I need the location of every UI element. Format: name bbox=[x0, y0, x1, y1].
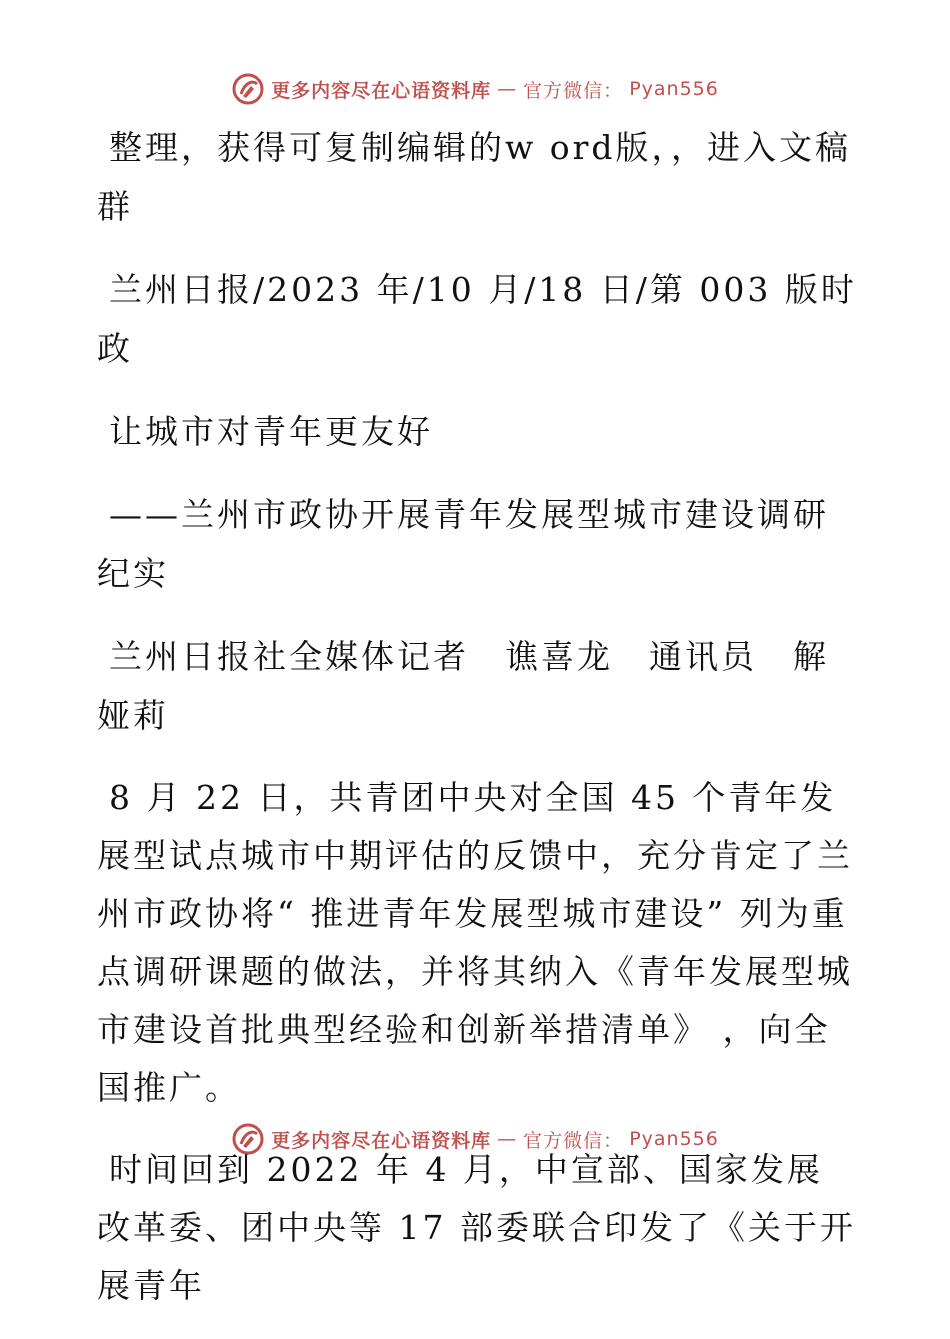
article-byline: 兰州日报社全媒体记者 谯喜龙 通讯员 解娅莉 bbox=[97, 637, 829, 735]
banner-wechat-label: 官方微信： bbox=[523, 79, 624, 102]
header-watermark-banner bbox=[0, 69, 950, 109]
banner-dash: — bbox=[497, 78, 518, 100]
footer-watermark-banner bbox=[0, 1119, 950, 1159]
article-title: 让城市对青年更友好 bbox=[109, 412, 433, 451]
article-subtitle: ——兰州市政协开展青年发展型城市建设调研纪实 bbox=[97, 495, 829, 593]
paragraph-body-1: 8 月 22 日，共青团中央对全国 45 个青年发展型试点城市中期评估的反馈中，充分肯定了兰州市政协将“ 推进青年发展型城市建设” 列为重点调研课题的做法，并将其纳入《青年发展型城市建设首批典型经验和创新举措清单》 ，向全国推广。 bbox=[97, 778, 853, 1107]
banner-wechat-id: Pyan556 bbox=[629, 78, 719, 100]
pen-swirl-icon bbox=[231, 1122, 265, 1156]
pen-swirl-icon bbox=[231, 72, 265, 106]
paragraph-source: 兰州日报/2023 年/10 月/18 日/第 003 版时政 bbox=[97, 270, 857, 368]
paragraph-body-2: 时间回到 2022 年 4 月，中宣部、国家发展改革委、团中央等 17 部委联合印发了《关于开展青年 bbox=[97, 1150, 856, 1305]
banner-wechat-label: 官方微信： bbox=[523, 1129, 624, 1152]
banner-main-text: 更多内容尽在心语资料库 bbox=[271, 79, 492, 102]
banner-wechat-id: Pyan556 bbox=[629, 1128, 719, 1150]
banner-dash: — bbox=[497, 1128, 518, 1150]
paragraph-intro: 整理，获得可复制编辑的w ord版，，进入文稿群 bbox=[97, 128, 852, 226]
banner-main-text: 更多内容尽在心语资料库 bbox=[271, 1129, 492, 1152]
